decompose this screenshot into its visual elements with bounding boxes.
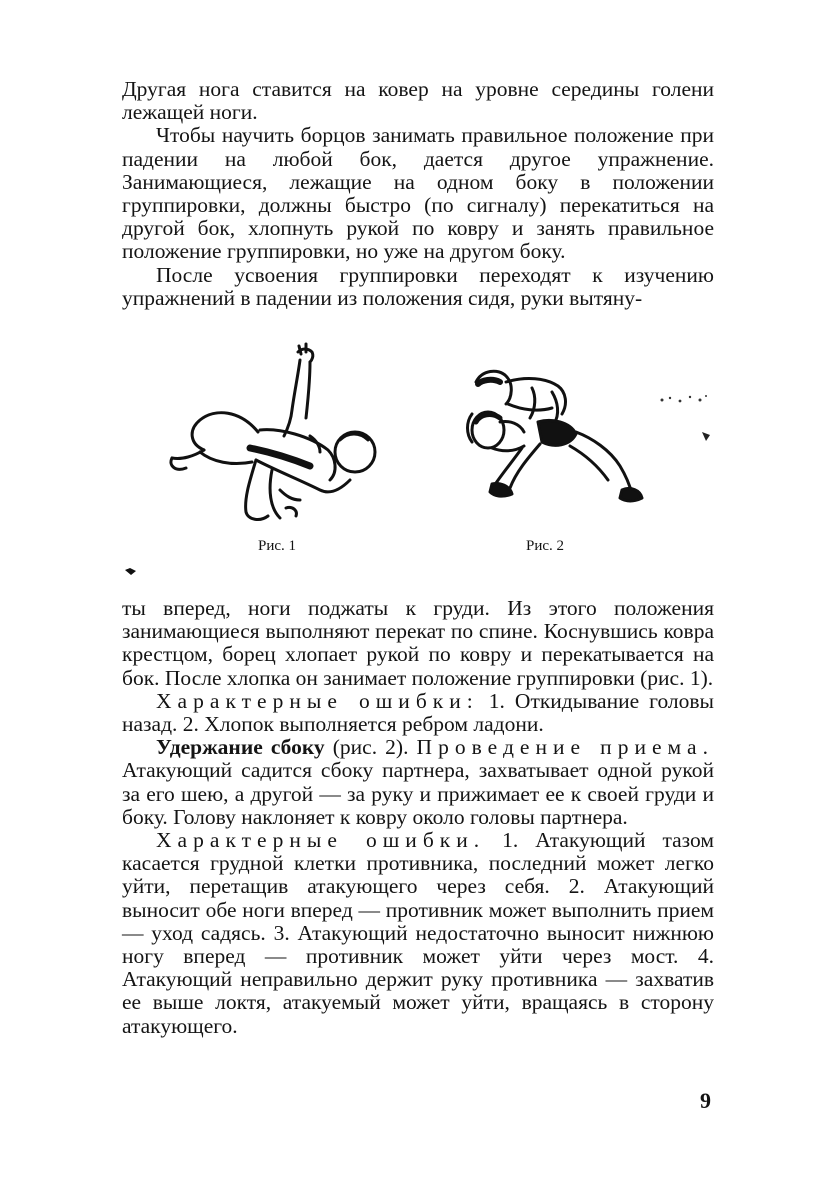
paragraph-3: После усвоения группировки переходят к изучению упражнений в падении из положения сидя, руки вытяну- [122, 262, 714, 310]
figure-1-illustration [160, 340, 390, 530]
technique-ref: (рис. 2). [324, 735, 417, 760]
paragraph-1: Другая нога ставится на ковер на уровне середины голени лежащей ноги. [122, 77, 714, 125]
print-speck [656, 392, 710, 408]
figure-2-illustration [462, 362, 662, 522]
top-text-block [122, 78, 714, 310]
errors-label-1: Характерные ошибки: [156, 688, 479, 713]
print-speck [700, 430, 712, 442]
paragraph-7 [122, 829, 714, 1038]
figure-1-caption: Рис. 1 [258, 538, 297, 554]
execution-text: Атакующий садится сбоку партнера, захватывает одной рукой за его шею, а другой — за руку и прижимает ее к своей груди и боку. Голову наклоняет к ковру около головы партнера. [122, 758, 714, 829]
errors-text-1: 1. Откидывание головы назад. 2. Хлопок выполняется ребром ладони. [122, 688, 714, 737]
errors-label-2: Характерные ошибки. [156, 828, 486, 853]
errors-text-2: 1. Атакующий тазом касается грудной клетки противника, последний может легко уйти, перетащив атакующего через себя. 2. Атакующий выносит обе ноги вперед — противник может выполнить прием — уход садясь. 3. Атакующий недостаточно выносит нижнюю ногу вперед — противник может уйти через мост. 4. Атакующий неправильно держит руку противника — захватив ее выше локтя, атакуемый может уйти, вращаясь в сторону атакующего. [122, 828, 714, 1038]
paragraph-6 [122, 736, 714, 829]
paragraph-2: Чтобы научить борцов занимать правильное положение при падении на любой бок, дается другое упражнение. Занимающиеся, лежащие на одном боку в положении группировки, должны быстро (по сигналу) перекатиться на другой бок, хлопнуть рукой по ковру и занять правильное положение группировки, но уже на другом боку. [122, 123, 714, 264]
paragraph-4: ты вперед, ноги поджаты к груди. Из этого положения занимающиеся выполняют перекат по спине. Коснувшись ковра крестцом, борец хлопает рукой по ковру и перекатывается на бок. После хлопка он занимает положение группировки (рис. 1). [122, 596, 714, 690]
page-number: 9 [700, 1088, 711, 1113]
bottom-text-block [122, 597, 714, 1038]
technique-title: Удержание сбоку [156, 735, 325, 760]
paragraph-5 [122, 690, 714, 736]
figure-2-caption: Рис. 2 [526, 538, 565, 554]
print-speck [124, 566, 138, 576]
execution-label: Проведение приема. [416, 735, 714, 760]
